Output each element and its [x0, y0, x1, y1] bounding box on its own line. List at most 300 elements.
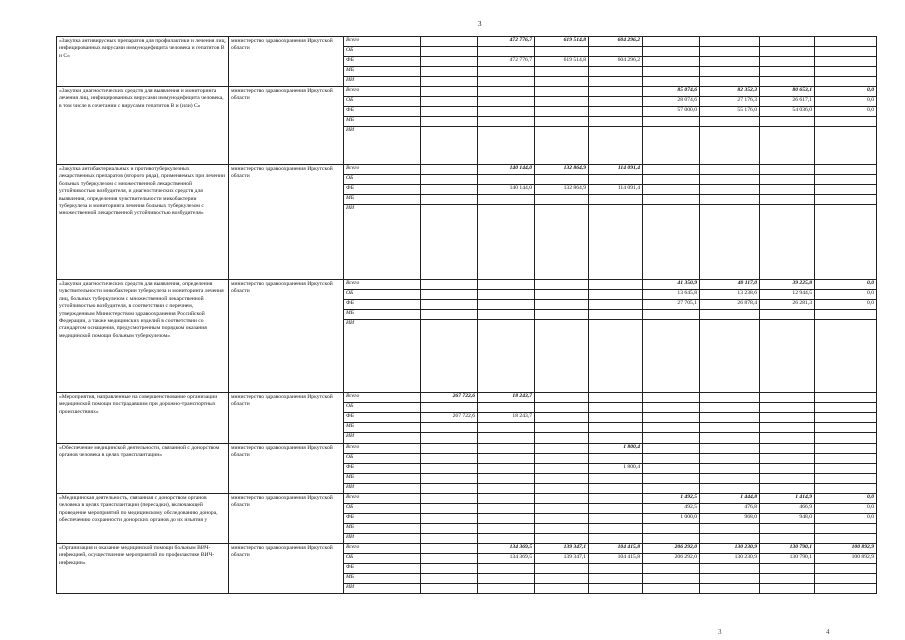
amount-cell	[478, 320, 535, 393]
amount-cell	[421, 57, 478, 67]
amount-cell: 267 722,6	[421, 393, 478, 403]
amount-cell	[478, 67, 535, 77]
amount-cell	[815, 195, 877, 205]
amount-cell	[421, 47, 478, 57]
amount-cell	[478, 464, 535, 474]
responsible-executor: министерство здравоохранения Иркутской области	[229, 494, 344, 544]
amount-cell	[421, 564, 478, 574]
amount-cell	[421, 87, 478, 97]
amount-cell	[643, 320, 700, 393]
amount-cell	[589, 97, 643, 107]
amount-cell	[421, 454, 478, 464]
amount-cell: 13 238,6	[700, 290, 760, 300]
amount-cell	[535, 464, 589, 474]
amount-cell: 82 352,3	[700, 87, 760, 97]
funding-source: ОБ	[344, 175, 421, 185]
amount-cell	[700, 423, 760, 433]
amount-cell	[421, 514, 478, 524]
funding-source: МБ	[344, 195, 421, 205]
amount-cell: 140 144,0	[478, 185, 535, 195]
funding-source: МБ	[344, 524, 421, 534]
amount-cell	[478, 574, 535, 584]
amount-cell: 27 176,3	[700, 97, 760, 107]
amount-cell	[421, 433, 478, 444]
amount-cell	[760, 47, 815, 57]
funding-source: ФБ	[344, 107, 421, 117]
amount-cell: 206 292,0	[643, 544, 700, 554]
amount-cell	[478, 280, 535, 290]
amount-cell	[589, 77, 643, 87]
amount-cell	[643, 534, 700, 544]
amount-cell: 139 347,1	[535, 544, 589, 554]
amount-cell	[815, 484, 877, 494]
amount-cell	[700, 413, 760, 423]
amount-cell	[589, 514, 643, 524]
funding-source: МБ	[344, 310, 421, 320]
amount-cell	[700, 433, 760, 444]
event-description: «Медицинская деятельность, связанная с донорством органов человека в целях трансплантации (пересадки), включающей проведение мероприятий по медицинскому обследованию донора, обеспечению сохранности донорских органов до их изъятия у	[57, 494, 229, 544]
amount-cell	[643, 57, 700, 67]
footer-mark: 3	[718, 628, 722, 636]
amount-cell	[760, 127, 815, 165]
amount-cell	[815, 464, 877, 474]
funding-source: ИИ	[344, 320, 421, 393]
amount-cell: 130 790,1	[760, 544, 815, 554]
amount-cell	[815, 393, 877, 403]
table-row	[57, 494, 877, 504]
amount-cell	[643, 433, 700, 444]
amount-cell	[535, 423, 589, 433]
amount-cell	[760, 320, 815, 393]
amount-cell	[643, 185, 700, 195]
amount-cell: 114 091,4	[589, 165, 643, 175]
amount-cell	[815, 310, 877, 320]
amount-cell	[815, 67, 877, 77]
responsible-executor: министерство здравоохранения Иркутской области	[229, 393, 344, 444]
amount-cell	[700, 320, 760, 393]
amount-cell	[421, 320, 478, 393]
amount-cell	[589, 574, 643, 584]
amount-cell	[815, 320, 877, 393]
amount-cell	[589, 403, 643, 413]
amount-cell	[760, 454, 815, 464]
amount-cell	[478, 494, 535, 504]
funding-source: ОБ	[344, 97, 421, 107]
amount-cell	[815, 37, 877, 47]
amount-cell	[760, 195, 815, 205]
amount-cell	[760, 57, 815, 67]
budget-table	[56, 36, 877, 594]
funding-source: МБ	[344, 117, 421, 127]
amount-cell	[815, 423, 877, 433]
amount-cell: 1 492,5	[643, 494, 700, 504]
amount-cell	[589, 413, 643, 423]
amount-cell	[535, 484, 589, 494]
funding-source: Всего	[344, 37, 421, 47]
amount-cell	[535, 195, 589, 205]
amount-cell	[421, 175, 478, 185]
amount-cell	[700, 67, 760, 77]
amount-cell	[589, 454, 643, 464]
amount-cell: 139 347,1	[535, 554, 589, 564]
amount-cell	[421, 444, 478, 454]
amount-cell	[700, 205, 760, 280]
funding-source: ИИ	[344, 584, 421, 594]
responsible-executor: министерство здравоохранения Иркутской области	[229, 280, 344, 393]
amount-cell	[589, 300, 643, 310]
amount-cell	[760, 464, 815, 474]
amount-cell	[421, 584, 478, 594]
amount-cell	[760, 205, 815, 280]
funding-source: ОБ	[344, 504, 421, 514]
amount-cell	[643, 37, 700, 47]
amount-cell	[815, 185, 877, 195]
amount-cell	[815, 205, 877, 280]
amount-cell	[815, 454, 877, 464]
amount-cell	[700, 474, 760, 484]
amount-cell	[535, 107, 589, 117]
amount-cell	[815, 574, 877, 584]
amount-cell	[700, 57, 760, 67]
amount-cell: 1 800,4	[589, 444, 643, 454]
amount-cell: 472 776,7	[478, 37, 535, 47]
amount-cell	[421, 97, 478, 107]
amount-cell	[589, 474, 643, 484]
amount-cell	[815, 444, 877, 454]
amount-cell	[478, 127, 535, 165]
amount-cell	[535, 205, 589, 280]
amount-cell	[760, 310, 815, 320]
amount-cell: 12 944,5	[760, 290, 815, 300]
event-description: «Мероприятия, направленные на совершенствование организации медицинской помощи пострадавшим при дорожно-транспортных происшествиях»	[57, 393, 229, 444]
table-row	[57, 544, 877, 554]
amount-cell	[760, 165, 815, 175]
amount-cell	[643, 310, 700, 320]
amount-cell	[589, 584, 643, 594]
amount-cell: 140 144,0	[478, 165, 535, 175]
amount-cell: 132 864,9	[535, 165, 589, 175]
amount-cell	[700, 165, 760, 175]
funding-source: ИИ	[344, 433, 421, 444]
table-body	[57, 37, 877, 594]
amount-cell	[643, 423, 700, 433]
amount-cell: 619 514,8	[535, 37, 589, 47]
event-description: «Организация и оказание медицинской помощи больным ВИЧ-инфекцией, осуществление мероприятий по профилактике ВИЧ-инфекции»	[57, 544, 229, 594]
amount-cell	[589, 290, 643, 300]
amount-cell	[643, 127, 700, 165]
amount-cell: 26 878,4	[700, 300, 760, 310]
amount-cell	[700, 444, 760, 454]
amount-cell	[700, 195, 760, 205]
amount-cell: 0,0	[815, 107, 877, 117]
amount-cell	[589, 534, 643, 544]
amount-cell	[478, 504, 535, 514]
amount-cell	[643, 195, 700, 205]
amount-cell	[815, 117, 877, 127]
amount-cell	[421, 423, 478, 433]
table-row	[57, 444, 877, 454]
amount-cell	[815, 534, 877, 544]
amount-cell	[535, 413, 589, 423]
amount-cell: 492,5	[643, 504, 700, 514]
amount-cell	[700, 403, 760, 413]
amount-cell	[421, 403, 478, 413]
funding-source: ИИ	[344, 534, 421, 544]
funding-source: Всего	[344, 393, 421, 403]
funding-source: Всего	[344, 444, 421, 454]
amount-cell: 100 892,9	[815, 554, 877, 564]
amount-cell	[421, 554, 478, 564]
amount-cell	[478, 300, 535, 310]
amount-cell	[535, 494, 589, 504]
amount-cell	[421, 494, 478, 504]
amount-cell	[760, 433, 815, 444]
amount-cell	[421, 205, 478, 280]
amount-cell: 40 117,0	[700, 280, 760, 290]
amount-cell	[421, 107, 478, 117]
amount-cell	[815, 127, 877, 165]
amount-cell	[760, 77, 815, 87]
amount-cell	[700, 127, 760, 165]
amount-cell	[815, 165, 877, 175]
amount-cell	[760, 37, 815, 47]
amount-cell	[535, 433, 589, 444]
amount-cell	[478, 87, 535, 97]
amount-cell: 0,0	[815, 300, 877, 310]
amount-cell: 604 296,2	[589, 57, 643, 67]
amount-cell: 0,0	[815, 97, 877, 107]
amount-cell	[815, 57, 877, 67]
amount-cell: 1 000,0	[643, 514, 700, 524]
funding-source: ФБ	[344, 185, 421, 195]
amount-cell	[421, 195, 478, 205]
amount-cell: 130 230,9	[700, 544, 760, 554]
amount-cell	[643, 393, 700, 403]
amount-cell	[589, 484, 643, 494]
amount-cell	[700, 310, 760, 320]
amount-cell	[760, 117, 815, 127]
funding-source: ФБ	[344, 300, 421, 310]
amount-cell	[815, 47, 877, 57]
amount-cell	[478, 524, 535, 534]
table-row	[57, 393, 877, 403]
amount-cell: 267 722,6	[421, 413, 478, 423]
amount-cell	[478, 444, 535, 454]
amount-cell	[760, 574, 815, 584]
table-row	[57, 37, 877, 47]
amount-cell	[815, 474, 877, 484]
funding-source: ФБ	[344, 514, 421, 524]
amount-cell: 130 790,1	[760, 554, 815, 564]
amount-cell	[478, 534, 535, 544]
responsible-executor: министерство здравоохранения Иркутской области	[229, 87, 344, 165]
amount-cell	[643, 403, 700, 413]
amount-cell	[815, 584, 877, 594]
amount-cell	[421, 117, 478, 127]
funding-source: Всего	[344, 280, 421, 290]
amount-cell: 41 350,9	[643, 280, 700, 290]
amount-cell: 28 074,6	[643, 97, 700, 107]
amount-cell	[589, 127, 643, 165]
table-row	[57, 280, 877, 290]
amount-cell: 134 369,5	[478, 544, 535, 554]
responsible-executor: министерство здравоохранения Иркутской области	[229, 444, 344, 494]
amount-cell: 18 243,7	[478, 393, 535, 403]
amount-cell	[760, 185, 815, 195]
amount-cell	[760, 444, 815, 454]
amount-cell	[700, 117, 760, 127]
amount-cell	[535, 77, 589, 87]
amount-cell: 132 864,9	[535, 185, 589, 195]
amount-cell: 57 000,0	[643, 107, 700, 117]
amount-cell	[700, 524, 760, 534]
amount-cell	[760, 564, 815, 574]
amount-cell	[535, 524, 589, 534]
amount-cell	[589, 494, 643, 504]
amount-cell	[643, 444, 700, 454]
amount-cell	[589, 67, 643, 77]
amount-cell	[478, 514, 535, 524]
amount-cell: 26 617,1	[760, 97, 815, 107]
funding-source: Всего	[344, 87, 421, 97]
amount-cell	[535, 403, 589, 413]
amount-cell	[643, 77, 700, 87]
amount-cell	[421, 474, 478, 484]
amount-cell	[478, 195, 535, 205]
funding-source: ОБ	[344, 554, 421, 564]
funding-source: Всего	[344, 494, 421, 504]
amount-cell: 0,0	[815, 290, 877, 300]
amount-cell	[478, 423, 535, 433]
amount-cell	[589, 320, 643, 393]
amount-cell	[478, 47, 535, 57]
amount-cell	[760, 524, 815, 534]
funding-source: ИИ	[344, 205, 421, 280]
responsible-executor: министерство здравоохранения Иркутской области	[229, 37, 344, 87]
amount-cell	[589, 87, 643, 97]
amount-cell	[478, 77, 535, 87]
amount-cell	[478, 474, 535, 484]
amount-cell	[421, 534, 478, 544]
amount-cell: 26 281,3	[760, 300, 815, 310]
responsible-executor: министерство здравоохранения Иркутской области	[229, 165, 344, 280]
amount-cell	[421, 464, 478, 474]
amount-cell	[589, 423, 643, 433]
funding-source: МБ	[344, 423, 421, 433]
amount-cell: 130 230,9	[700, 554, 760, 564]
amount-cell	[700, 37, 760, 47]
amount-cell	[421, 67, 478, 77]
amount-cell: 104 415,8	[589, 544, 643, 554]
funding-source: ФБ	[344, 413, 421, 423]
amount-cell	[643, 574, 700, 584]
amount-cell: 134 369,5	[478, 554, 535, 564]
amount-cell	[478, 403, 535, 413]
amount-cell	[535, 117, 589, 127]
amount-cell: 1 800,4	[589, 464, 643, 474]
amount-cell: 100 892,9	[815, 544, 877, 554]
amount-cell	[589, 280, 643, 290]
event-description: «Закупка антивирусных препаратов для профилактики и лечения лиц, инфицированных вирусами иммунодефицита человека и гепатитов В и С»	[57, 37, 229, 87]
amount-cell: 18 243,7	[478, 413, 535, 423]
amount-cell	[815, 77, 877, 87]
amount-cell	[535, 393, 589, 403]
funding-source: ИИ	[344, 77, 421, 87]
amount-cell	[643, 175, 700, 185]
amount-cell	[643, 205, 700, 280]
amount-cell	[643, 524, 700, 534]
amount-cell	[421, 127, 478, 165]
amount-cell	[478, 584, 535, 594]
funding-source: ФБ	[344, 57, 421, 67]
amount-cell	[421, 280, 478, 290]
amount-cell	[589, 310, 643, 320]
amount-cell: 104 415,8	[589, 554, 643, 564]
amount-cell	[760, 534, 815, 544]
funding-source: Всего	[344, 544, 421, 554]
event-description: «Закупки диагностических средств для выявления и мониторинга лечения лиц, инфицированных вирусами иммунодефицита человека, в том числе в сочетании с вирусами гепатитов В и (или) С»	[57, 87, 229, 165]
amount-cell: 968,0	[700, 514, 760, 524]
amount-cell	[421, 290, 478, 300]
amount-cell	[535, 67, 589, 77]
amount-cell: 604 296,2	[589, 37, 643, 47]
amount-cell	[589, 195, 643, 205]
amount-cell	[700, 534, 760, 544]
amount-cell	[589, 107, 643, 117]
amount-cell	[700, 393, 760, 403]
amount-cell	[700, 175, 760, 185]
amount-cell	[421, 310, 478, 320]
amount-cell	[535, 280, 589, 290]
amount-cell: 0,0	[815, 280, 877, 290]
amount-cell	[421, 37, 478, 47]
amount-cell	[535, 175, 589, 185]
funding-source: ФБ	[344, 564, 421, 574]
amount-cell	[478, 433, 535, 444]
amount-cell	[421, 165, 478, 175]
responsible-executor: министерство здравоохранения Иркутской области	[229, 544, 344, 594]
table-row	[57, 165, 877, 175]
amount-cell: 476,8	[700, 504, 760, 514]
amount-cell	[535, 127, 589, 165]
amount-cell	[700, 464, 760, 474]
amount-cell	[700, 584, 760, 594]
amount-cell	[700, 185, 760, 195]
amount-cell	[421, 185, 478, 195]
amount-cell	[760, 175, 815, 185]
amount-cell	[643, 484, 700, 494]
amount-cell	[478, 175, 535, 185]
amount-cell	[643, 413, 700, 423]
funding-source: ИИ	[344, 127, 421, 165]
amount-cell	[643, 454, 700, 464]
amount-cell	[700, 454, 760, 464]
amount-cell	[589, 564, 643, 574]
amount-cell	[589, 205, 643, 280]
amount-cell	[760, 474, 815, 484]
funding-source: ИИ	[344, 484, 421, 494]
amount-cell	[700, 47, 760, 57]
event-description: «Обеспечение медицинской деятельности, связанной с донорством органов человека в целях трансплантации»	[57, 444, 229, 494]
amount-cell	[535, 87, 589, 97]
amount-cell	[535, 564, 589, 574]
amount-cell	[478, 564, 535, 574]
amount-cell	[815, 433, 877, 444]
amount-cell	[760, 403, 815, 413]
amount-cell	[815, 564, 877, 574]
amount-cell: 1 414,9	[760, 494, 815, 504]
amount-cell	[421, 300, 478, 310]
